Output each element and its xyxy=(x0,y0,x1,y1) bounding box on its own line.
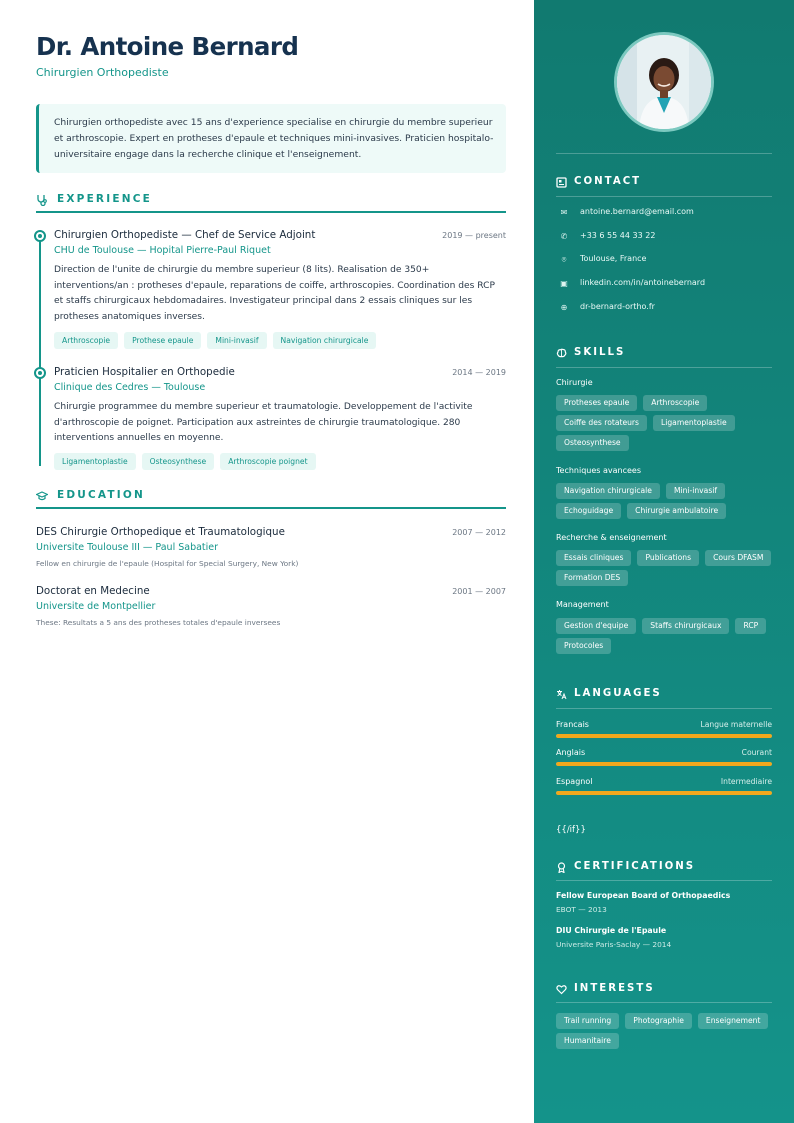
language-item xyxy=(556,720,772,744)
experience-entry xyxy=(54,366,506,471)
skill-tag: Mini-invasif xyxy=(207,332,266,349)
skill-chip: Staffs chirurgicaux xyxy=(642,618,729,634)
interest-chip: Trail running xyxy=(556,1013,619,1029)
certification-title: DIU Chirurgie de l'Epaule xyxy=(556,926,667,935)
certifications-heading: CERTIFICATIONS xyxy=(574,861,696,872)
certification-item xyxy=(556,926,772,949)
skill-chip: Coiffe des rotateurs xyxy=(556,415,647,431)
certification-issuer: Universite Paris-Saclay — 2014 xyxy=(556,940,672,949)
skill-chip: Arthroscopie xyxy=(643,395,707,411)
template-artifact-text: {{/if}} xyxy=(556,825,586,835)
contact-location xyxy=(556,254,772,268)
mail-icon: ✉ xyxy=(560,208,568,217)
interest-chip: Photographie xyxy=(625,1013,692,1029)
education-entry xyxy=(36,585,506,631)
skill-tag: Navigation chirurgicale xyxy=(273,332,377,349)
job-description: Chirurgie programmee du membre superieur et traumatologie. Developpement de l'activite d'arthroscopie de poignet. Participation aux astreintes de chirurgie traumatologique. 280 interventions annuelles en moyenne. xyxy=(54,402,473,443)
skill-tag: Prothese epaule xyxy=(124,332,201,349)
experience-timeline xyxy=(39,236,41,466)
language-name: Anglais xyxy=(556,748,586,757)
school-name: Universite Toulouse III — Paul Sabatier xyxy=(36,542,219,553)
timeline-dot xyxy=(34,230,46,242)
degree-note: These: Resultats a 5 ans des protheses totales d'epaule inversees xyxy=(36,618,281,627)
skill-tag: Osteosynthese xyxy=(142,453,215,470)
skill-chip: Cours DFASM xyxy=(705,550,771,566)
skill-chips xyxy=(556,395,772,451)
sidebar xyxy=(534,0,794,1123)
degree-dates: 2007 — 2012 xyxy=(452,528,506,537)
skill-chips xyxy=(556,550,772,586)
skill-chip: Essais cliniques xyxy=(556,550,631,566)
experience-section-header xyxy=(36,193,506,213)
experience-heading: EXPERIENCE xyxy=(57,193,152,205)
certification-title: Fellow European Board of Orthopaedics xyxy=(556,891,731,900)
contact-heading: CONTACT xyxy=(574,176,642,187)
divider xyxy=(556,1002,772,1003)
experience-entry xyxy=(54,229,506,354)
skill-chip: Mini-invasif xyxy=(666,483,725,499)
language-level: Courant xyxy=(741,748,772,757)
education-section-header xyxy=(36,489,506,509)
skill-group-title: Recherche & enseignement xyxy=(556,533,667,542)
interest-chip: Enseignement xyxy=(698,1013,769,1029)
language-bar xyxy=(556,762,772,766)
skill-chip: Chirurgie ambulatoire xyxy=(627,503,726,519)
divider xyxy=(556,196,772,197)
contact-phone-text[interactable]: +33 6 55 44 33 22 xyxy=(580,231,656,240)
school-name: Universite de Montpellier xyxy=(36,601,156,612)
divider xyxy=(556,880,772,881)
job-title: Chirurgien Orthopediste xyxy=(36,66,169,79)
contact-section-header xyxy=(556,176,772,194)
language-name: Espagnol xyxy=(556,777,593,786)
contact-email-text[interactable]: antoine.bernard@email.com xyxy=(580,207,694,216)
skill-chip: Publications xyxy=(637,550,699,566)
skill-group-title: Management xyxy=(556,600,609,609)
certification-item xyxy=(556,891,772,914)
job-dates: 2019 — present xyxy=(442,231,506,240)
skill-group-title: Techniques avancees xyxy=(556,466,642,475)
job-organization: CHU de Toulouse — Hopital Pierre-Paul Riquet xyxy=(54,245,271,256)
contact-email[interactable] xyxy=(556,207,772,221)
skill-tag: Arthroscopie poignet xyxy=(220,453,315,470)
interest-chips xyxy=(556,1013,772,1049)
contact-linkedin[interactable] xyxy=(556,278,772,292)
skill-chip: Gestion d'equipe xyxy=(556,618,636,634)
person-name: Dr. Antoine Bernard xyxy=(36,32,299,61)
language-level: Langue maternelle xyxy=(700,720,772,729)
job-description: Direction de l'unite de chirurgie du membre superieur (8 lits). Realisation de 350+ interventions/an : protheses d'epaule, reparations de coiffe, arthroscopies. Coordination des RCP et staffs chirurgicaux hebdomadaires. Investigateur principal dans 2 essais cliniques sur les protheses anatomiques inverses. xyxy=(54,265,495,322)
language-level: Intermediaire xyxy=(720,777,772,786)
skill-chip: Navigation chirurgicale xyxy=(556,483,660,499)
language-bar-fill xyxy=(556,762,772,766)
divider xyxy=(556,708,772,709)
translate-icon xyxy=(556,689,567,700)
language-bar-fill xyxy=(556,734,772,738)
language-bar xyxy=(556,791,772,795)
contact-phone[interactable] xyxy=(556,231,772,245)
profile-summary: Chirurgien orthopediste avec 15 ans d'experience specialise en chirurgie du membre superieur et arthroscopie. Expert en protheses d'epaule et techniques mini-invasives. Praticien hospitalo-universitaire engage dans la recherche clinique et l'enseignement. xyxy=(36,104,506,173)
language-item xyxy=(556,777,772,801)
languages-heading: LANGUAGES xyxy=(574,688,662,699)
skill-tags xyxy=(54,453,316,470)
contact-website[interactable] xyxy=(556,302,772,316)
profile-photo xyxy=(614,32,714,132)
globe-icon: ⊕ xyxy=(560,303,568,312)
language-bar xyxy=(556,734,772,738)
skill-chips xyxy=(556,618,772,654)
skill-tag: Ligamentoplastie xyxy=(54,453,136,470)
divider xyxy=(556,153,772,154)
timeline-dot xyxy=(34,367,46,379)
linkedin-icon: ▣ xyxy=(560,279,568,288)
skill-tag: Arthroscopie xyxy=(54,332,118,349)
skill-chip: Osteosynthese xyxy=(556,435,629,451)
divider xyxy=(556,367,772,368)
certification-issuer: EBOT — 2013 xyxy=(556,905,607,914)
education-entry xyxy=(36,526,506,572)
skill-group-title: Chirurgie xyxy=(556,378,593,387)
skill-chips xyxy=(556,483,772,519)
skill-tags xyxy=(54,332,376,349)
phone-icon: ✆ xyxy=(560,232,568,241)
contact-website-link[interactable]: dr-bernard-ortho.fr xyxy=(580,302,655,311)
id-card-icon xyxy=(556,177,567,188)
job-role: Chirurgien Orthopediste — Chef de Service Adjoint xyxy=(54,229,316,241)
brain-icon xyxy=(556,348,567,359)
interest-chip: Humanitaire xyxy=(556,1033,619,1049)
language-name: Francais xyxy=(556,720,589,729)
graduation-cap-icon xyxy=(36,490,48,502)
skill-chip: Echoguidage xyxy=(556,503,621,519)
degree-name: Doctorat en Medecine xyxy=(36,585,150,597)
languages-section-header xyxy=(556,688,772,706)
interests-section-header xyxy=(556,983,772,1001)
interests-heading: INTERESTS xyxy=(574,983,655,994)
job-dates: 2014 — 2019 xyxy=(452,368,506,377)
certifications-section-header xyxy=(556,861,772,879)
skill-chip: Protocoles xyxy=(556,638,611,654)
skill-chip: Protheses epaule xyxy=(556,395,637,411)
heart-icon xyxy=(556,984,567,995)
degree-note: Fellow en chirurgie de l'epaule (Hospital for Special Surgery, New York) xyxy=(36,559,299,568)
language-bar-fill xyxy=(556,791,772,795)
stethoscope-icon xyxy=(36,194,48,206)
degree-name: DES Chirurgie Orthopedique et Traumatologique xyxy=(36,526,285,538)
skill-chip: Formation DES xyxy=(556,570,628,586)
job-organization: Clinique des Cedres — Toulouse xyxy=(54,382,206,393)
contact-location-text: Toulouse, France xyxy=(580,254,647,263)
language-item xyxy=(556,748,772,772)
education-heading: EDUCATION xyxy=(57,489,146,501)
contact-linkedin-link[interactable]: linkedin.com/in/antoinebernard xyxy=(580,278,706,287)
location-pin-icon: ⌾ xyxy=(561,255,567,264)
skills-section-header xyxy=(556,347,772,365)
job-role: Praticien Hospitalier en Orthopedie xyxy=(54,366,235,378)
award-icon xyxy=(556,862,567,873)
degree-dates: 2001 — 2007 xyxy=(452,587,506,596)
skills-heading: SKILLS xyxy=(574,347,626,358)
skill-chip: RCP xyxy=(735,618,766,634)
skill-chip: Ligamentoplastie xyxy=(653,415,735,431)
